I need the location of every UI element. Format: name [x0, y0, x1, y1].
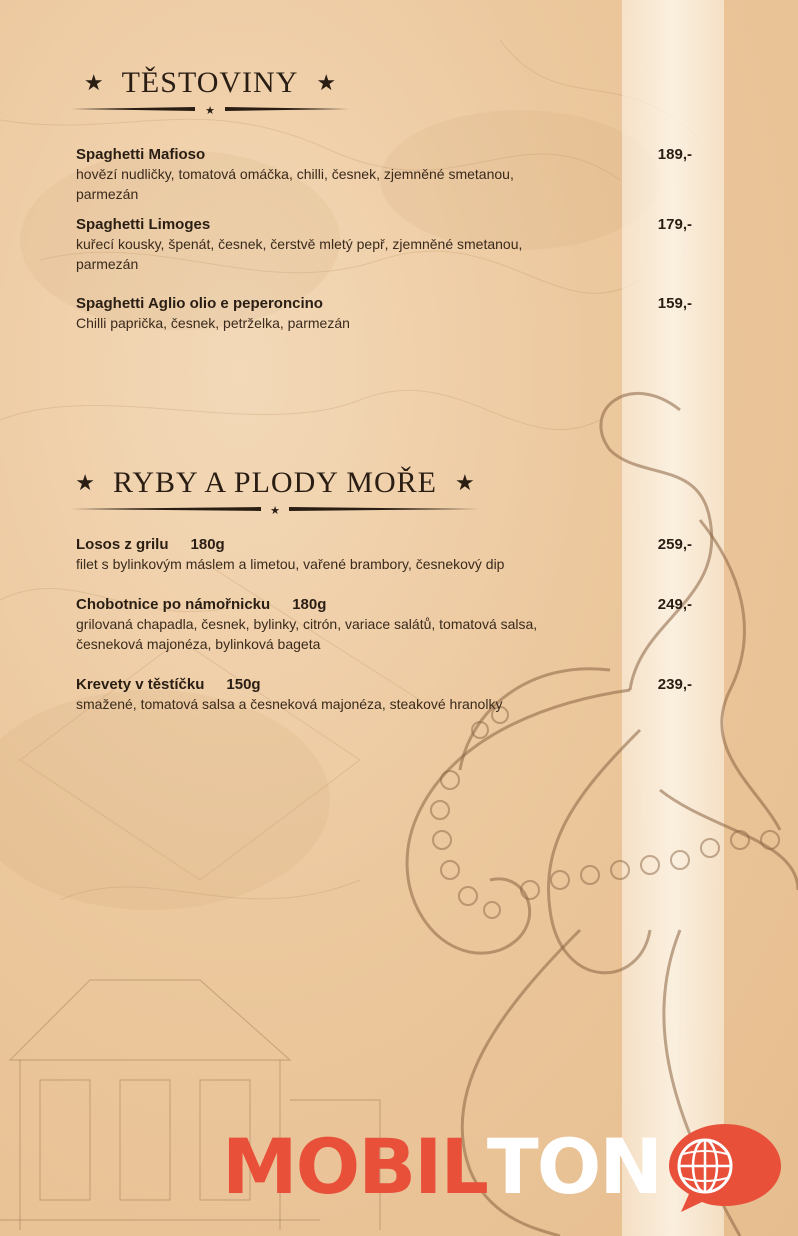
ornamental-divider	[65, 502, 485, 516]
item-price: 189,-	[657, 146, 692, 163]
section-header-testoviny	[60, 66, 360, 116]
item-name: Spaghetti Aglio olio e peperoncino	[76, 295, 323, 312]
section-title: TĚSTOVINY	[121, 66, 299, 99]
star-icon: ★	[75, 470, 95, 496]
logo-text-part2: TON	[486, 1121, 661, 1211]
item-price: 179,-	[657, 216, 692, 233]
item-price: 249,-	[657, 596, 692, 613]
item-description: filet s bylinkovým máslem a limetou, vařené brambory, česnekový dip	[76, 556, 505, 572]
star-icon: ★	[83, 70, 104, 96]
item-description: kuřecí kousky, špenát, česnek, čerstvě mletý pepř, zjemněné smetanou, parmezán	[76, 236, 523, 272]
item-description: hovězí nudličky, tomatová omáčka, chilli, česnek, zjemněné smetanou, parmezán	[76, 166, 514, 202]
item-weight: 150g	[226, 676, 261, 693]
menu-item	[76, 676, 696, 714]
item-weight: 180g	[292, 596, 327, 613]
item-name: Krevety v těstíčku	[76, 676, 205, 693]
mobilton-logo	[222, 1118, 785, 1214]
ornamental-divider	[65, 102, 355, 116]
star-icon: ★	[316, 70, 337, 96]
item-description: smažené, tomatová salsa a česneková majonéza, steakové hranolky	[76, 696, 503, 712]
logo-text-part1: MOBIL	[222, 1121, 487, 1211]
menu-item	[76, 295, 696, 333]
star-icon: ★	[455, 470, 475, 496]
item-description: Chilli paprička, česnek, petrželka, parmezán	[76, 315, 350, 331]
item-name: Losos z grilu	[76, 536, 169, 553]
menu-item	[76, 216, 696, 274]
item-weight: 180g	[190, 536, 225, 553]
section-header-ryby	[60, 466, 490, 516]
section-title: RYBY A PLODY MOŘE	[112, 466, 437, 499]
item-name: Chobotnice po námořnicku	[76, 596, 271, 613]
globe-speech-bubble-icon	[665, 1118, 785, 1214]
menu-item	[76, 536, 696, 574]
menu-item	[76, 596, 696, 654]
item-description: grilovaná chapadla, česnek, bylinky, citrón, variace salátů, tomatová salsa, česneková majonéza, bylinková bageta	[76, 616, 538, 652]
menu-item	[76, 146, 696, 204]
item-price: 259,-	[657, 536, 692, 553]
item-price: 239,-	[657, 676, 692, 693]
item-price: 159,-	[657, 295, 692, 312]
item-name: Spaghetti Limoges	[76, 216, 211, 233]
svg-text:★: ★	[205, 104, 215, 116]
svg-text:★: ★	[270, 504, 280, 516]
item-name: Spaghetti Mafioso	[76, 146, 206, 163]
